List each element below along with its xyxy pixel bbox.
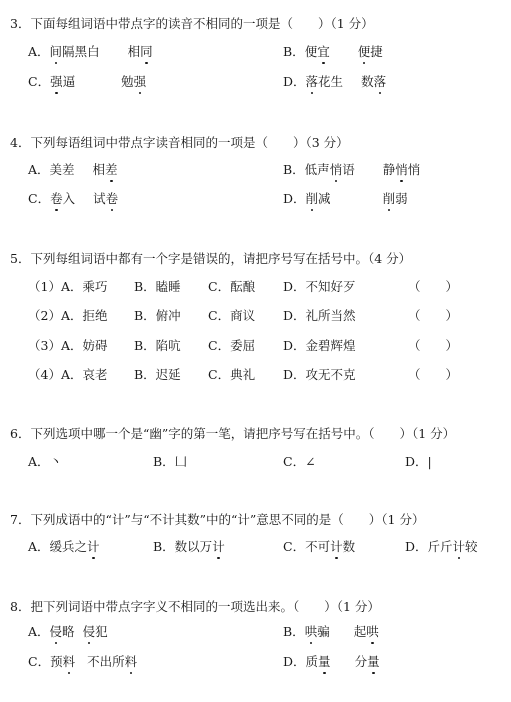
q8-option-c: C．预料 不出所料 xyxy=(28,654,138,669)
q3-option-c: C．强逼 勉强 xyxy=(28,74,147,89)
exam-page: 3．下面每组词语中带点字的读音不相同的一项是（ ）（1 分） A．间隔黑白 相同 B．便宜 便捷 C．强逼 勉强 D．落花生 数落 4．下列每语组词中带点字读音相同的一项是（ ）（3 分） A．美差 相差 B．低声悄语 静悄悄 C．卷入 试卷 D．削减 削弱 5．下列每组词语中都有一个字是错误的，请把序号写在括号中。（4 分） （1）A．乘巧 B．瞌睡 C．酝酿 D．不知好歹 （ ） （2）A．拒绝 B．俯冲 C．商议 D．礼所当然 （ ） （3）A．妨碍 B．陷吭 C．委屈 D．金碧辉煌 （ ） （4）A．哀老 B．迟延 C．典礼 D．攻无不克 （ ） 6．下列选项中哪一个是“幽”字的第一笔，请把序号写在括号中。（ ）（1 分） A．丶 B．凵 C．∠ D．| 7．下列成语中的“计”与“不计其数”中的“计”意思不同的是（ ）（1 分） A．缓兵之计 B．数以万计 C．不可计数 D．斤斤计较 8．把下列词语中带点字字义不相同的一项选出来。（ ）（1 分） A．侵略 侵犯 B．哄骗 起哄 C．预料 不出所料 D．质量 分量 xyxy=(10,16,478,669)
q3-title: 3．下面每组词语中带点字的读音不相同的一项是（ ）（1 分） xyxy=(10,16,374,31)
q6-option-b: B．凵 xyxy=(153,454,188,469)
q7-option-c: C．不可计数 xyxy=(283,539,356,554)
q4-option-c: C．卷入 试卷 xyxy=(28,191,119,206)
q7-option-d: D．斤斤计较 xyxy=(405,539,478,554)
q6-option-a: A．丶 xyxy=(28,454,63,469)
q8-option-a: A．侵略 侵犯 xyxy=(28,624,108,639)
q8-title: 8．把下列词语中带点字字义不相同的一项选出来。（ ）（1 分） xyxy=(10,599,380,614)
q5-title: 5．下列每组词语中都有一个字是错误的，请把序号写在括号中。（4 分） xyxy=(10,251,412,266)
q4-option-d: D．削减 削弱 xyxy=(283,191,408,206)
q7-title: 7．下列成语中的“计”与“不计其数”中的“计”意思不同的是（ ）（1 分） xyxy=(10,512,425,527)
q6-title: 6．下列选项中哪一个是“幽”字的第一笔，请把序号写在括号中。（ ）（1 分） xyxy=(10,426,456,441)
q3-option-b: B．便宜 便捷 xyxy=(283,44,383,59)
q6-option-c: C．∠ xyxy=(283,454,316,469)
q8-option-b: B．哄骗 起哄 xyxy=(283,624,379,639)
q8-option-d: D．质量 分量 xyxy=(283,654,380,669)
q6-option-d: D．| xyxy=(405,454,432,469)
q4-option-b: B．低声悄语 静悄悄 xyxy=(283,162,421,177)
q7-option-a: A．缓兵之计 xyxy=(28,539,100,554)
q7-option-b: B．数以万计 xyxy=(153,539,225,554)
q3-option-a: A．间隔黑白 相同 xyxy=(28,44,153,59)
q4-option-a: A．美差 相差 xyxy=(28,162,118,177)
q4-title: 4．下列每语组词中带点字读音相同的一项是（ ）（3 分） xyxy=(10,135,349,150)
q3-option-d: D．落花生 数落 xyxy=(283,74,387,89)
